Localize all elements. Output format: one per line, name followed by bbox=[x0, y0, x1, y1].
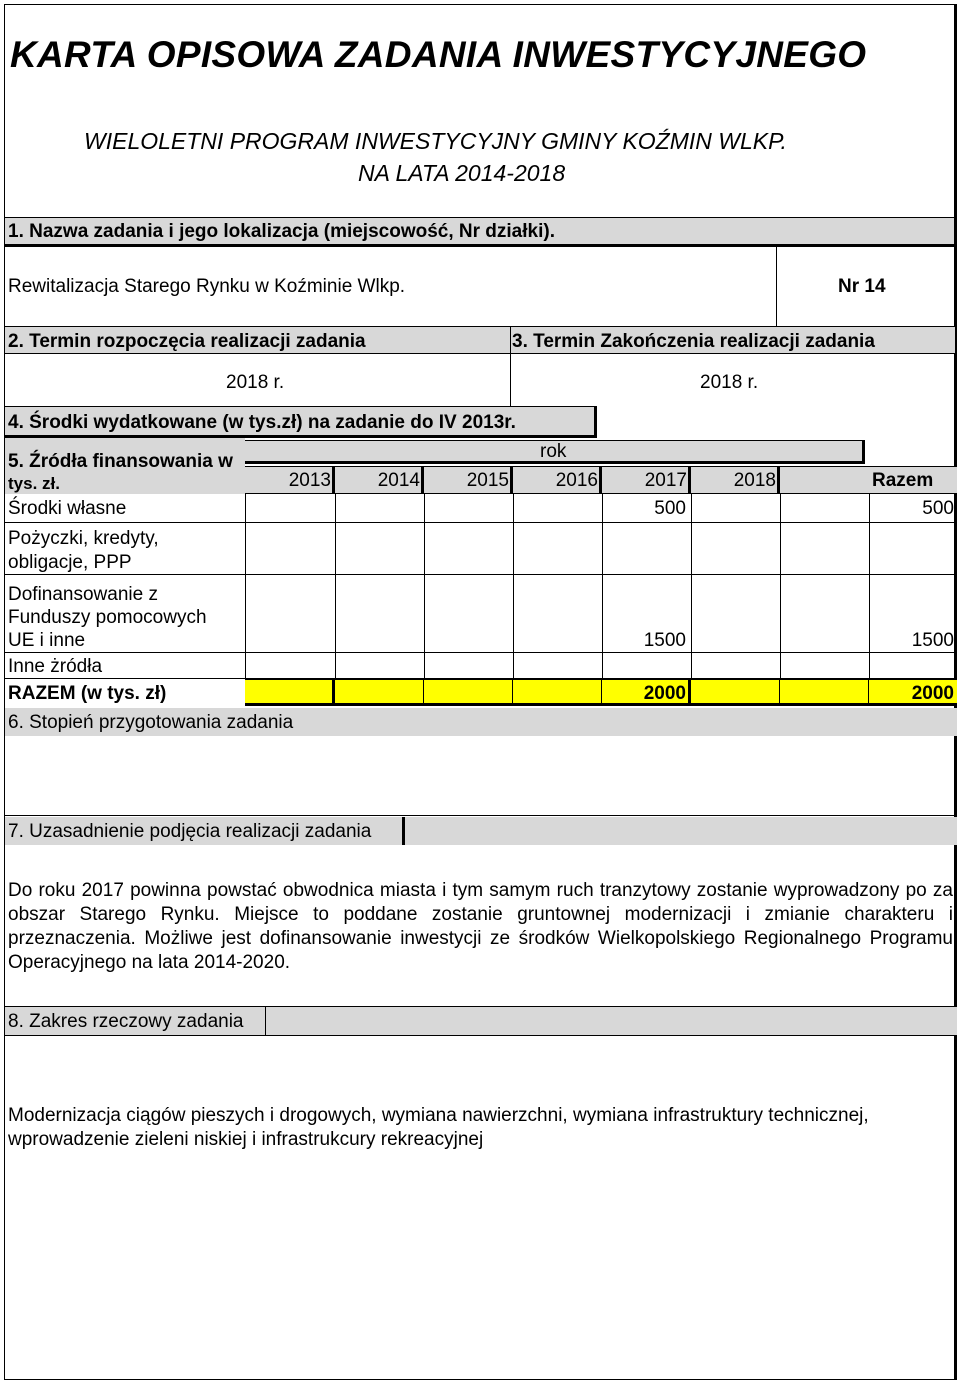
nr-divider bbox=[776, 246, 777, 326]
table-hline bbox=[5, 574, 957, 575]
section7-header: 7. Uzasadnienie podjęcia realizacji zadania bbox=[8, 821, 372, 842]
section8-header: 8. Zakres rzeczowy zadania bbox=[8, 1011, 244, 1032]
section23-divider bbox=[510, 326, 511, 406]
total-2017: 2000 bbox=[643, 683, 686, 704]
section6-header: 6. Stopień przygotowania zadania bbox=[8, 712, 294, 733]
section6-content-area bbox=[5, 736, 957, 816]
total-cell bbox=[245, 679, 335, 706]
total-cell bbox=[335, 679, 424, 706]
row-label-loans-2: obligacje, PPP bbox=[8, 552, 132, 573]
total-cell bbox=[424, 679, 513, 706]
section2-header: 2. Termin rozpoczęcia realizacji zadania bbox=[8, 331, 366, 352]
year-2018: 2018 bbox=[733, 470, 776, 491]
table-vline bbox=[335, 494, 336, 704]
year-2016: 2016 bbox=[555, 470, 598, 491]
total-cell bbox=[780, 679, 869, 706]
cofinancing-2017: 1500 bbox=[643, 630, 686, 651]
task-name: Rewitalizacja Starego Rynku w Koźminie Wlkp. bbox=[8, 276, 406, 297]
section7-header-bar-ext bbox=[405, 817, 957, 845]
section3-value: 2018 r. bbox=[700, 372, 759, 393]
own-funds-razem: 500 bbox=[922, 498, 954, 519]
row-label-loans-1: Pożyczki, kredyty, bbox=[8, 528, 159, 549]
section7-content: Do roku 2017 powinna powstać obwodnica miasta i tym samym ruch tranzytowy zostanie wyprowadzony po za obszar Starego Rynku. Miejsce to poddane zostanie gruntownej modernizacji i zmianie charakteru i przeznaczenia. Możliwe jest dofinansowanie inwestycji ze środków Wielkopolskiego Regionalnego Programu Operacyjnego na lata 2014-2020. bbox=[8, 880, 953, 973]
table-hline bbox=[5, 522, 957, 523]
rok-label: rok bbox=[540, 441, 567, 462]
cofinancing-razem: 1500 bbox=[911, 630, 954, 651]
year-2015: 2015 bbox=[466, 470, 509, 491]
section1-header: 1. Nazwa zadania i jego lokalizacja (miejscowość, Nr działki). bbox=[8, 221, 555, 242]
table-vline bbox=[602, 494, 603, 704]
page-title: KARTA OPISOWA ZADANIA INWESTYCYJNEGO bbox=[10, 34, 867, 75]
total-cell bbox=[513, 679, 602, 706]
section5-header-line1: 5. Źródła finansowania w bbox=[8, 451, 233, 472]
razem-header: Razem bbox=[872, 470, 934, 491]
section3-header: 3. Termin Zakończenia realizacji zadania bbox=[512, 331, 875, 352]
program-line-2: NA LATA 2014-2018 bbox=[358, 160, 566, 186]
row-label-own-funds: Środki własne bbox=[8, 498, 127, 519]
row-label-other: Inne żródła bbox=[8, 656, 103, 677]
table-vline bbox=[780, 494, 781, 704]
table-vline bbox=[424, 494, 425, 704]
table-vline bbox=[869, 494, 870, 704]
year-2014: 2014 bbox=[377, 470, 420, 491]
section4-header: 4. Środki wydatkowane (w tys.zł) na zadanie do IV 2013r. bbox=[8, 412, 516, 433]
row-label-cofinancing-3: UE i inne bbox=[8, 630, 86, 651]
own-funds-2017: 500 bbox=[654, 498, 686, 519]
total-razem: 2000 bbox=[911, 683, 954, 704]
year-2017: 2017 bbox=[644, 470, 687, 491]
table-hline bbox=[5, 652, 957, 653]
table-vline bbox=[691, 494, 692, 704]
row-label-cofinancing-1: Dofinansowanie z bbox=[8, 584, 158, 605]
section5-header-line2: tys. zł. bbox=[8, 474, 60, 493]
task-number: Nr 14 bbox=[838, 276, 886, 297]
section2-value: 2018 r. bbox=[226, 372, 285, 393]
total-cell bbox=[691, 679, 780, 706]
row-label-cofinancing-2: Funduszy pomocowych bbox=[8, 607, 207, 628]
table-vline bbox=[245, 494, 246, 704]
section8-content: Modernizacja ciągów pieszych i drogowych, wymiana nawierzchni, wymiana infrastruktury technicznej, wprowadzenie zieleni niskiej i infrastrukcury rekreacyjnej bbox=[8, 1105, 869, 1150]
total-label: RAZEM (w tys. zł) bbox=[8, 683, 167, 704]
table-vline bbox=[513, 494, 514, 704]
program-line-1: WIELOLETNI PROGRAM INWESTYCYJNY GMINY KOŹMIN WLKP. bbox=[84, 128, 787, 154]
year-2013: 2013 bbox=[288, 470, 331, 491]
